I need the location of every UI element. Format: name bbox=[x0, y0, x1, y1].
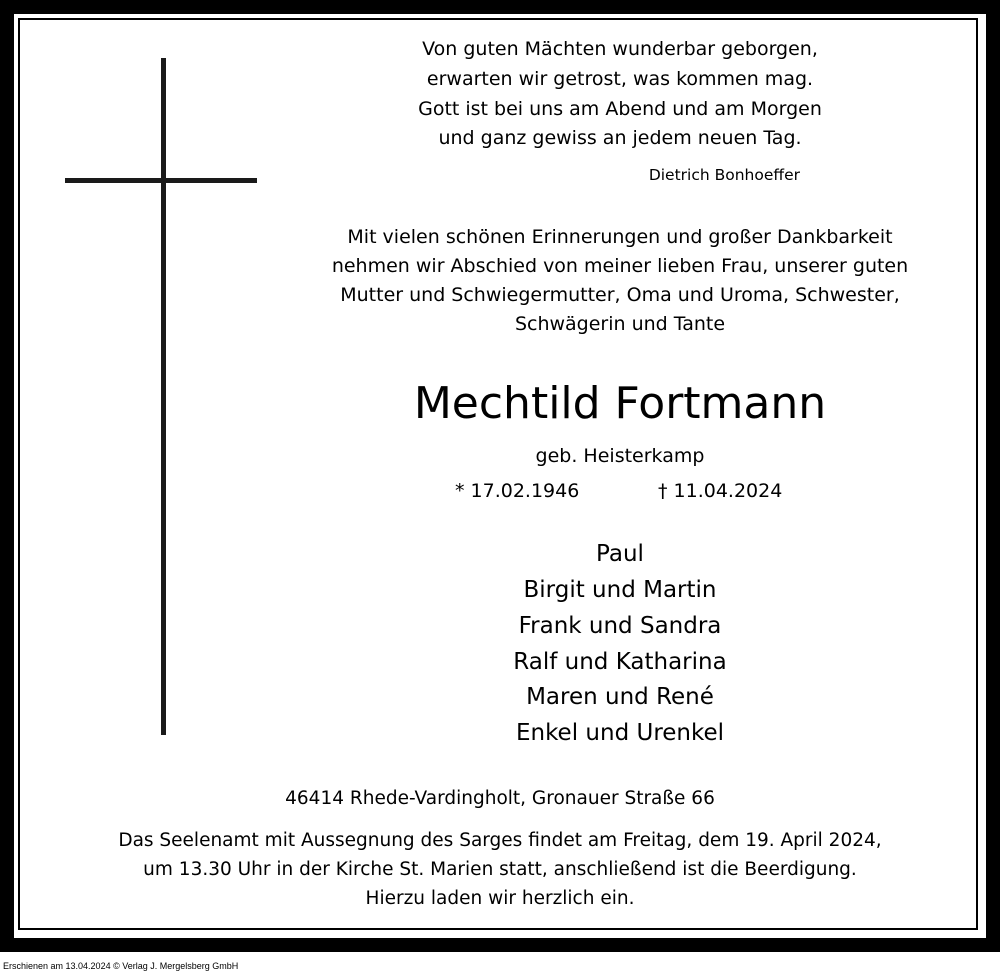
mourner-line: Paul bbox=[596, 541, 644, 567]
poem-line-1: Von guten Mächten wunderbar geborgen, bbox=[422, 38, 818, 60]
mourner-line: Enkel und Urenkel bbox=[515, 720, 725, 746]
cross-icon-vertical-bar bbox=[161, 58, 166, 735]
mourner-line: Ralf und Katharina bbox=[513, 649, 727, 675]
mourner-line: Birgit und Martin bbox=[523, 577, 717, 603]
poem-line-3: Gott ist bei uns am Abend und am Morgen bbox=[418, 98, 822, 120]
intro-line-3: Mutter und Schwiegermutter, Oma und Uroma, Schwester, bbox=[340, 284, 900, 306]
deceased-name: Mechtild Fortmann bbox=[413, 378, 827, 429]
poem-line-4: und ganz gewiss an jedem neuen Tag. bbox=[438, 127, 802, 149]
cross-icon-horizontal-bar bbox=[65, 178, 257, 183]
intro-line-4: Schwägerin und Tante bbox=[514, 313, 726, 335]
service-line-1: Das Seelenamt mit Aussegnung des Sarges findet am Freitag, dem 19. April 2024, bbox=[118, 830, 882, 851]
mourner-line: Frank und Sandra bbox=[518, 613, 722, 639]
birth-date: * 17.02.1946 bbox=[455, 480, 580, 502]
death-date: † 11.04.2024 bbox=[658, 480, 783, 502]
poem-author: Dietrich Bonhoeffer bbox=[648, 166, 800, 184]
intro-line-1: Mit vielen schönen Erinnerungen und großer Dankbarkeit bbox=[347, 226, 893, 248]
mourner-line: Maren und René bbox=[526, 684, 714, 710]
family-address: 46414 Rhede-Vardingholt, Gronauer Straße 66 bbox=[285, 788, 715, 809]
poem-line-2: erwarten wir getrost, was kommen mag. bbox=[426, 68, 814, 90]
publication-footer: Erschienen am 13.04.2024 © Verlag J. Mergelsberg GmbH bbox=[3, 961, 239, 971]
deceased-birth-name: geb. Heisterkamp bbox=[535, 445, 705, 467]
intro-line-2: nehmen wir Abschied von meiner lieben Frau, unserer guten bbox=[331, 255, 909, 277]
service-line-2: um 13.30 Uhr in der Kirche St. Marien statt, anschließend ist die Beerdigung. bbox=[143, 859, 857, 880]
service-line-3: Hierzu laden wir herzlich ein. bbox=[365, 888, 635, 909]
